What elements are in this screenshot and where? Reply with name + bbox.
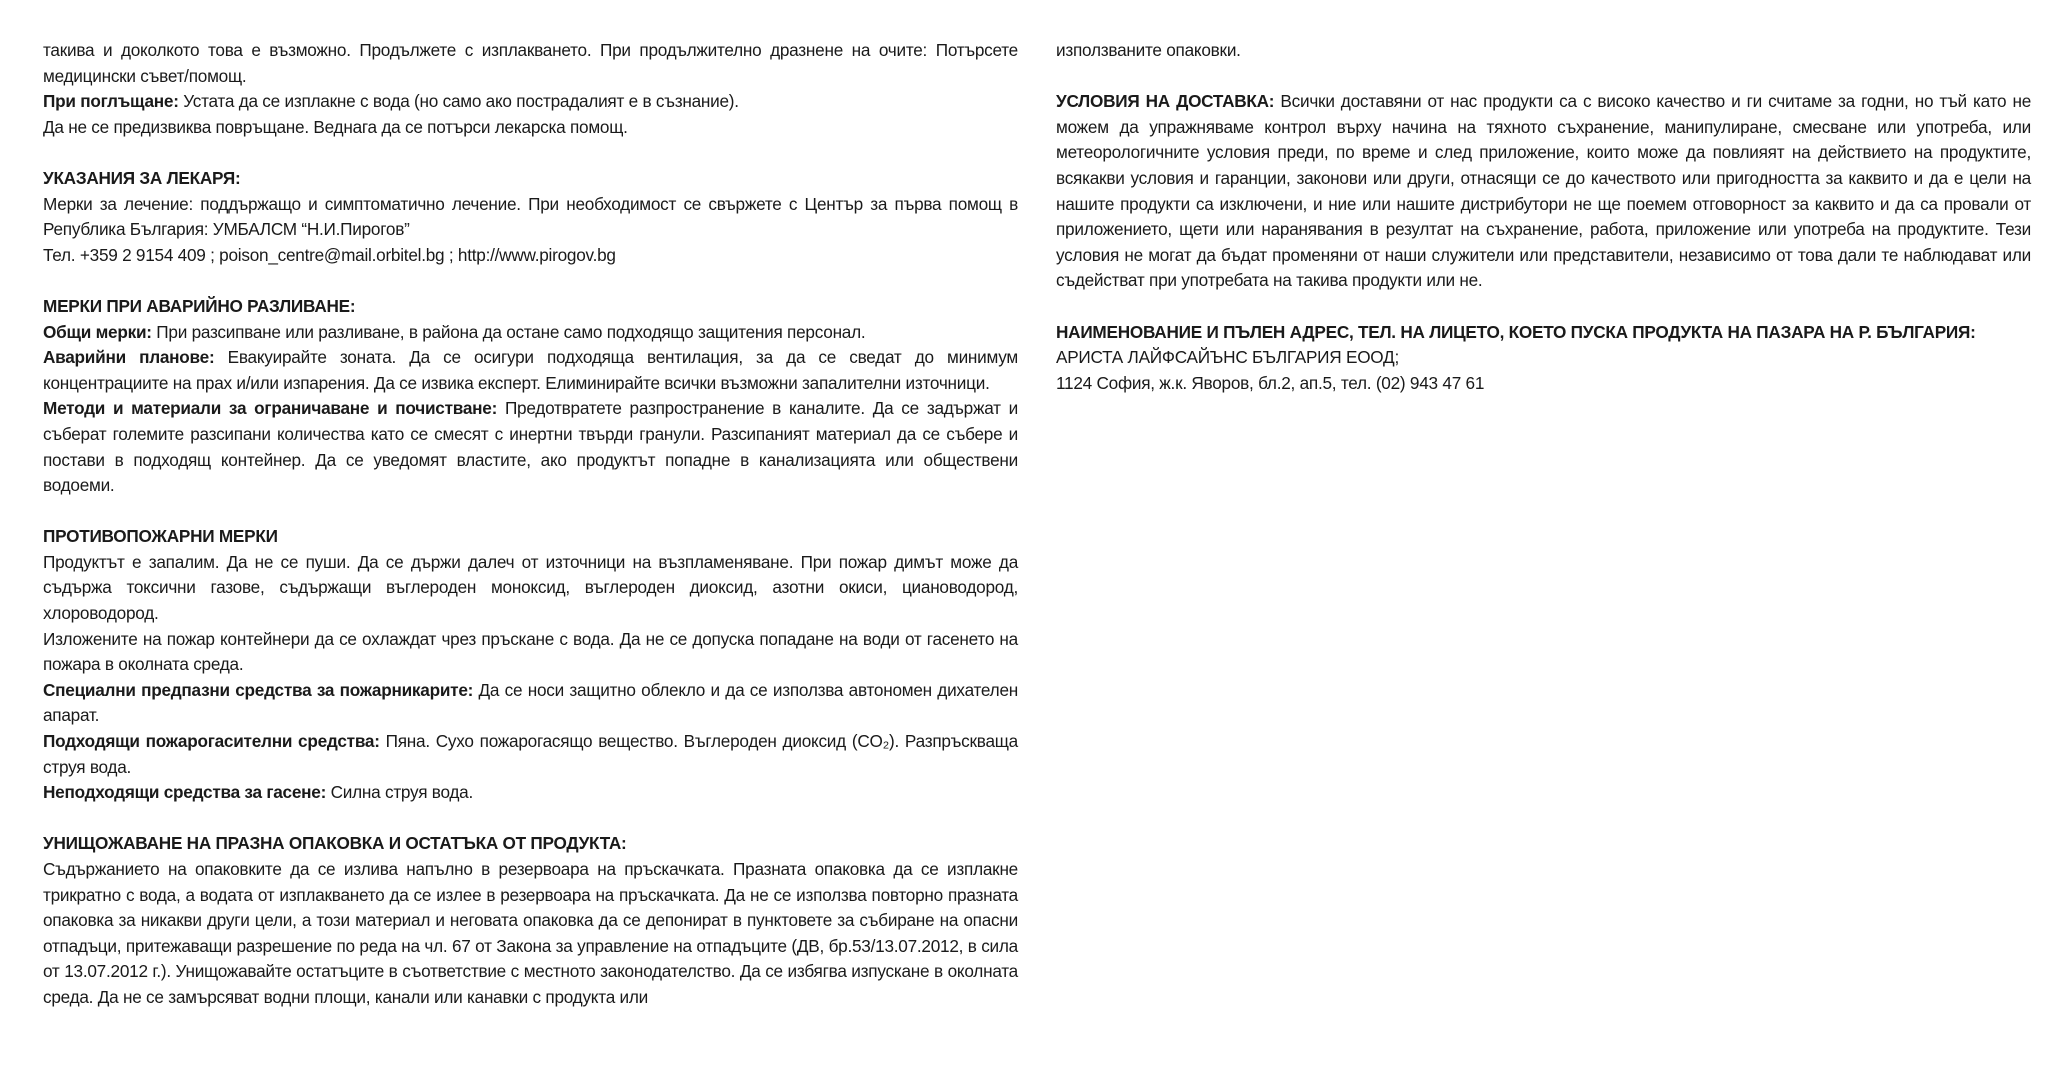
ingestion-label: При поглъщане: xyxy=(43,91,179,112)
right-column xyxy=(1056,38,2031,396)
disposal-text: Съдържанието на опаковките да се излива напълно в резервоара на пръскачката. Празната опаковка да се изплакне трикратно с вода, а водата от изплакването да се излее в резервоара на пръскачката. Да не се използва повторно празната опаковка за никакви други цели, а този материал и неговата опаковка да се депонират в пунктовете за събиране на опасни отпадъци, притежаващи разрешение по реда на чл. 67 от Закона за управление на отпадъците (ДВ, бр.53/13.07.2012, в сила от 13.07.2012 г.). Унищожавайте остатъците в съответствие с местното законодателство. Да се избягва изпускане в околната среда. Да не се замърсяват водни площи, канали или канавки с продукта или xyxy=(43,859,1018,1007)
fire-measures-heading: ПРОТИВОПОЖАРНИ МЕРКИ xyxy=(43,526,278,547)
section-gap xyxy=(43,268,1018,294)
used-packaging-text: използваните опаковки. xyxy=(1056,40,1241,60)
distributor-address: 1124 София, ж.к. Яворов, бл.2, ап.5, тел. (02) 943 47 61 xyxy=(1056,372,1485,393)
firefighter-equipment xyxy=(43,678,1018,729)
section-gap xyxy=(43,140,1018,166)
first-aid-eyes-text: такива и доколкото това е възможно. Продължете с изплакването. При продължително дразнене на очите: Потърсете медицински съвет/помощ. xyxy=(43,40,1018,86)
suitable-extinguishers xyxy=(43,729,1018,780)
delivery-conditions-text: Всички доставяни от нас продукти са с високо качество и ги считаме за годни, но тъй като не можем да упражняваме контрол върху начина на тяхното съхранение, манипулиране, смесване или употреба, или метеорологичните условия преди, по време и след приложение, които може да повлияят на действието на продуктите, всякакви условия и гаранции, законови или други, отнасящи се до качеството или пригодността за каквито и да е цели на нашите продукти са изключени, и ние или нашите дистрибутори не ще поемем отговорност за каквито и да са провали от приложението, щети или наранявания в резултат на съхранение, работа, приложение или употреба на продуктите. Тези условия не могат да бъдат променяни от наши служители или представители, независимо от това дали те наблюдават или съдействат при употребата на такива продукти или не. xyxy=(1056,91,2032,291)
unsuitable-extinguishers-text: Силна струя вода. xyxy=(326,782,474,803)
left-column xyxy=(43,38,1018,1011)
distributor-heading: НАИМЕНОВАНИЕ И ПЪЛЕН АДРЕС, ТЕЛ. НА ЛИЦЕТО, КОЕТО ПУСКА ПРОДУКТА НА ПАЗАРА НА Р. БЪЛГАРИЯ: xyxy=(1056,321,1976,342)
doctor-notes-text: Мерки за лечение: поддържащо и симптоматично лечение. При необходимост се свържете с Център за първа помощ в Република България: УМБАЛСМ “Н.И.Пирогов” xyxy=(43,193,1018,240)
section-gap xyxy=(1056,294,2031,320)
doctor-notes-heading: УКАЗАНИЯ ЗА ЛЕКАРЯ: xyxy=(43,167,241,188)
firefighter-equipment-label: Специални предпазни средства за пожарникарите: xyxy=(43,679,474,700)
emergency-plans-label: Аварийни планове: xyxy=(43,347,215,368)
section-gap xyxy=(43,806,1018,832)
general-measures xyxy=(43,320,1018,346)
containment-methods xyxy=(43,396,1018,498)
containment-methods-text: Предотвратете разпространение в каналите. Да се задържат и съберат големите разсипани количества като се смесят с инертни твърди гранули. Разсипаният материал да се събере и постави в подходящ контейнер. Да се уведомят властите, ако продуктът попадне в канализацията или обществени водоеми. xyxy=(43,398,1019,496)
spill-measures-heading: МЕРКИ ПРИ АВАРИЙНО РАЗЛИВАНЕ: xyxy=(43,295,356,316)
disposal-heading: УНИЩОЖАВАНЕ НА ПРАЗНА ОПАКОВКА И ОСТАТЪКА ОТ ПРОДУКТА: xyxy=(43,833,627,854)
section-gap xyxy=(43,499,1018,525)
no-vomiting-text: Да не се предизвиква повръщане. Веднага да се потърси лекарска помощ. xyxy=(43,116,628,137)
distributor-name: АРИСТА ЛАЙФСАЙЪНС БЪЛГАРИЯ ЕООД; xyxy=(1056,347,1399,368)
emergency-plans xyxy=(43,345,1018,396)
emergency-plans-text: Евакуирайте зоната. Да се осигури подходяща вентилация, за да се сведат до минимум концентрациите на прах и/или изпарения. Да се извика експерт. Елиминирайте всички възможни запалителни източници. xyxy=(43,347,1018,393)
first-aid-ingestion xyxy=(43,89,1018,115)
containers-cooling-text: Изложените на пожар контейнери да се охлаждат чрез пръскане с вода. Да не се допуска попадане на води от гасенето на пожара в околната среда. xyxy=(43,628,1018,675)
general-measures-text: При разсипване или разливане, в района да остане само подходящо защитения персонал. xyxy=(151,321,866,342)
poison-centre-contacts: Тел. +359 2 9154 409 ; poison_centre@mail.orbitel.bg ; http://www.pirogov.bg xyxy=(43,244,616,265)
delivery-conditions-label: УСЛОВИЯ НА ДОСТАВКА: xyxy=(1056,91,1275,112)
general-measures-label: Общи мерки: xyxy=(43,321,152,342)
unsuitable-extinguishers xyxy=(43,780,1018,806)
firefighter-equipment-text: Да се носи защитно облекло и да се използва автономен дихателен апарат. xyxy=(43,679,1018,726)
flammable-text: Продуктът е запалим. Да не се пуши. Да се държи далеч от източници на възпламеняване. При пожар димът може да съдържа токсични газове, съдържащи въглероден моноксид, въглероден диоксид, азотни окиси, циановодород, хлороводород. xyxy=(43,551,1018,624)
suitable-extinguishers-text: Пяна. Сухо пожарогасящо вещество. Въглероден диоксид (CO₂). Разпръскваща струя вода. xyxy=(43,731,1018,777)
section-gap xyxy=(1056,64,2031,90)
delivery-conditions xyxy=(1056,89,2031,294)
unsuitable-extinguishers-label: Неподходящи средства за гасене: xyxy=(43,782,327,803)
ingestion-text: Устата да се изплакне с вода (но само ако пострадалият е в съзнание). xyxy=(178,91,739,112)
containment-methods-label: Методи и материали за ограничаване и почистване: xyxy=(43,398,498,419)
suitable-extinguishers-label: Подходящи пожарогасителни средства: xyxy=(43,731,380,752)
